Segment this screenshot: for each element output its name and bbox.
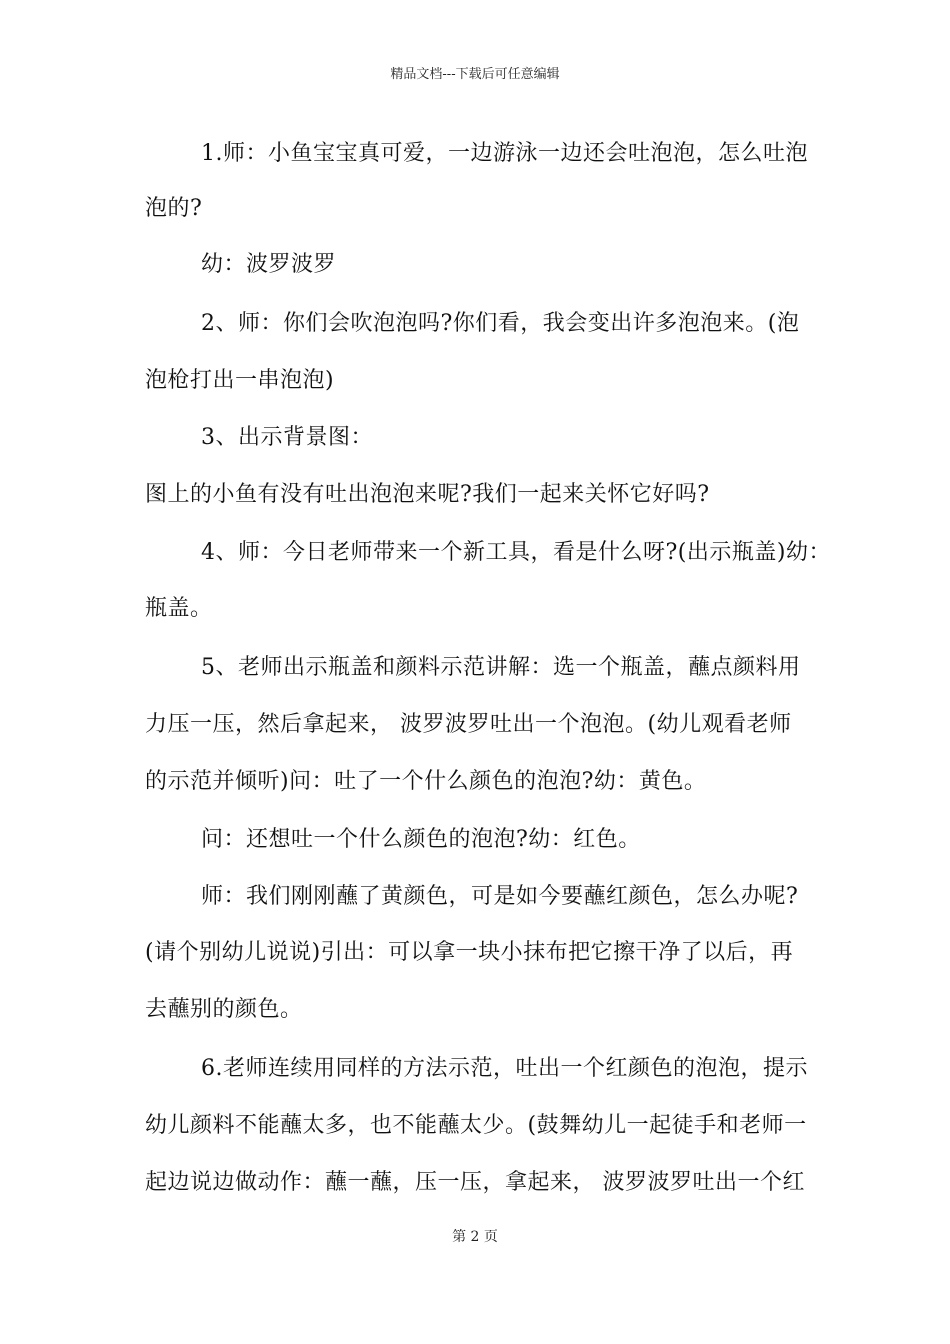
paragraph-line: 1.师：小鱼宝宝真可爱，一边游泳一边还会吐泡泡，怎么吐泡 xyxy=(201,141,808,166)
paragraph-line: 的示范并倾听)问：吐了一个什么颜色的泡泡?幼：黄色。 xyxy=(145,769,707,794)
paragraph-line: 5、老师出示瓶盖和颜料示范讲解：选一个瓶盖，蘸点颜料用 xyxy=(201,655,801,680)
paragraph-line: 4、师：今日老师带来一个新工具，看是什么呀?(出示瓶盖)幼： xyxy=(201,540,831,565)
paragraph-line: (请个别幼儿说说)引出：可以拿一块小抹布把它擦干净了以后，再 xyxy=(145,940,794,965)
paragraph-line: 幼：波罗波罗 xyxy=(201,252,337,277)
paragraph-line: 泡枪打出一串泡泡) xyxy=(145,368,335,393)
paragraph-line: 问：还想吐一个什么颜色的泡泡?幼：红色。 xyxy=(201,827,641,852)
paragraph-line: 去蘸别的颜色。 xyxy=(145,997,303,1022)
paragraph-line: 6.老师连续用同样的方法示范，吐出一个红颜色的泡泡，提示 xyxy=(201,1056,808,1081)
paragraph-line: 力压一压，然后拿起来， 波罗波罗吐出一个泡泡。(幼儿观看老师 xyxy=(145,712,792,737)
paragraph-line: 幼儿颜料不能蘸太多，也不能蘸太少。(鼓舞幼儿一起徒手和老师一 xyxy=(145,1113,807,1138)
paragraph-line: 泡的? xyxy=(145,196,203,221)
paragraph-line: 2、师：你们会吹泡泡吗?你们看，我会变出许多泡泡来。(泡 xyxy=(201,311,800,336)
paragraph-line: 3、出示背景图： xyxy=(201,425,373,450)
paragraph-line: 师：我们刚刚蘸了黄颜色，可是如今要蘸红颜色，怎么办呢? xyxy=(201,884,799,909)
page-header: 精品文档---下载后可任意编辑 xyxy=(390,67,560,82)
paragraph-line: 瓶盖。 xyxy=(145,596,213,621)
page-number: 第 2 页 xyxy=(452,1229,498,1245)
paragraph-line: 起边说边做动作：蘸一蘸，压一压，拿起来， 波罗波罗吐出一个红 xyxy=(145,1170,805,1195)
paragraph-line: 图上的小鱼有没有吐出泡泡来呢?我们一起来关怀它好吗? xyxy=(145,482,710,507)
